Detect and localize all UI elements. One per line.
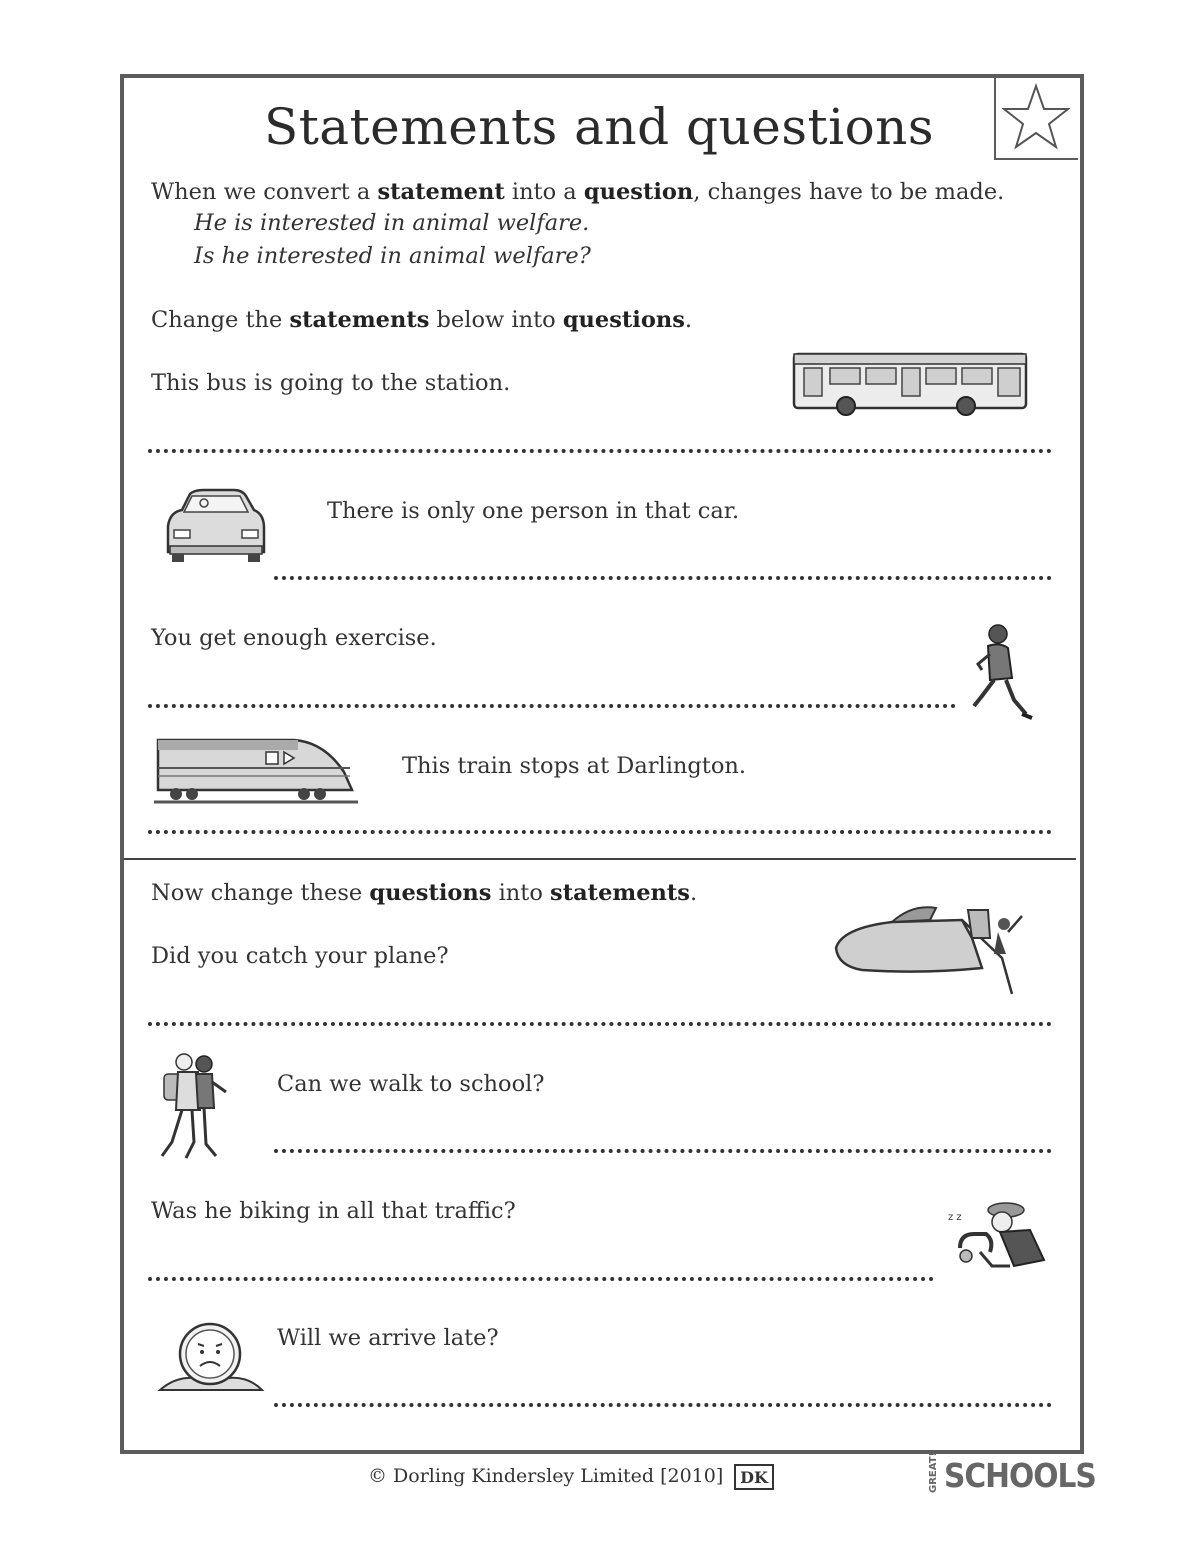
statement-1: This bus is going to the station.	[151, 370, 511, 396]
bus-icon	[790, 350, 1030, 418]
alarm-clock-icon	[156, 1314, 266, 1398]
question-2: Can we walk to school?	[277, 1071, 545, 1097]
svg-text:DK: DK	[740, 1468, 768, 1487]
answer-line-4[interactable]	[148, 830, 1052, 834]
brand-small-text: GREAT!	[928, 1451, 939, 1493]
answer-line-7[interactable]	[148, 1277, 934, 1281]
answer-line-6[interactable]	[274, 1149, 1052, 1153]
cyclist-icon	[940, 1200, 1048, 1282]
children-walking-icon	[154, 1052, 236, 1164]
answer-line-3[interactable]	[148, 704, 956, 708]
runner-icon	[968, 622, 1038, 722]
answer-line-5[interactable]	[148, 1022, 1052, 1026]
question-4: Will we arrive late?	[277, 1325, 499, 1351]
dk-logo	[734, 1464, 774, 1490]
section-divider	[124, 858, 1076, 860]
brand-text: SCHOOLS	[944, 1456, 1096, 1495]
answer-line-1[interactable]	[148, 449, 1052, 453]
question-3: Was he biking in all that traffic?	[151, 1198, 516, 1224]
example-question: Is he interested in animal welfare?	[194, 243, 591, 269]
section2-instruction: Now change these questions into statements.	[151, 880, 698, 906]
example-statement: He is interested in animal welfare.	[194, 210, 590, 236]
plane-icon	[832, 898, 1028, 998]
statement-4: This train stops at Darlington.	[402, 753, 747, 779]
intro-text: When we convert a statement into a question, changes have to be made.	[151, 179, 1005, 205]
svg-text:z z: z z	[948, 1212, 962, 1223]
train-icon	[154, 732, 360, 810]
answer-line-8[interactable]	[274, 1403, 1052, 1407]
statement-2: There is only one person in that car.	[327, 498, 740, 524]
copyright-notice: © Dorling Kindersley Limited [2010]	[368, 1465, 724, 1487]
section1-instruction: Change the statements below into questions.	[151, 307, 693, 333]
car-icon	[160, 486, 272, 566]
statement-3: You get enough exercise.	[151, 625, 437, 651]
answer-line-2[interactable]	[274, 576, 1052, 580]
page-title: Statements and questions	[263, 98, 935, 156]
question-1: Did you catch your plane?	[151, 943, 449, 969]
